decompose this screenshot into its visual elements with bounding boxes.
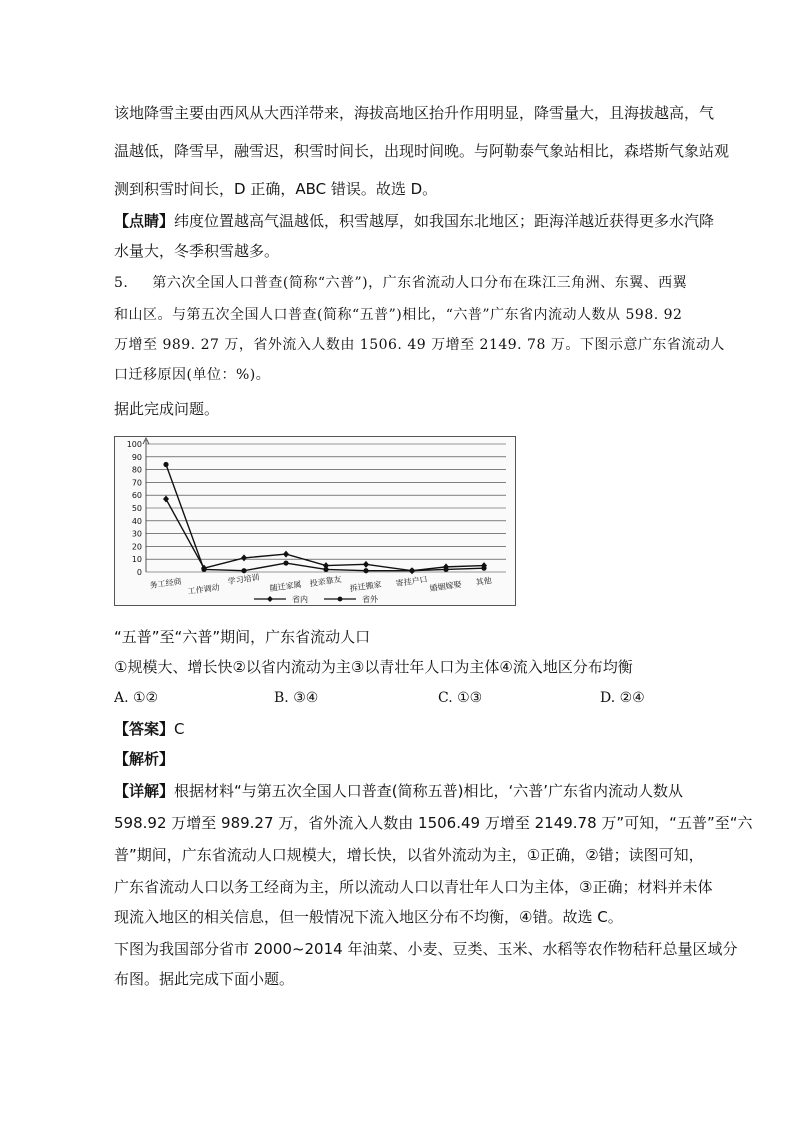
y-tick-label: 50 (131, 504, 142, 513)
x-category-label: 拆迁搬家 (349, 579, 383, 594)
legend-label-2: 省外 (362, 595, 378, 604)
question-5-line-2: 和山区。与第五次全国人口普查(简称“五普”)相比，“六普”广东省内流动人数从 598. 92 (114, 307, 683, 323)
paragraph-line-3: 测到积雪时间长，D 正确，ABC 错误。故选 D。 (114, 180, 438, 198)
question-5-line-4: 口迁移原因(单位：%)。 (114, 367, 271, 383)
detail-line-1 (114, 780, 683, 801)
data-point (241, 568, 246, 573)
paragraph-line-2: 温越低，降雪早，融雪迟，积雪时间长，出现时间晚。与阿勒泰气象站相比，森塔斯气象站观 (114, 142, 730, 160)
next-intro-line-2: 布图。据此完成下面小题。 (114, 970, 295, 988)
tip-line-1 (114, 210, 714, 231)
y-tick-label: 10 (131, 555, 142, 565)
x-category-label: 寄挂户口 (395, 574, 429, 589)
paragraph-line-1: 该地降雪主要由西风从大西洋带来，海拔高地区抬升作用明显，降雪量大，且海拔越高，气 (114, 104, 715, 122)
x-category-label: 学习培训 (227, 572, 261, 587)
y-tick-label: 40 (131, 516, 142, 526)
x-category-label: 投亲靠友 (309, 574, 343, 589)
y-tick-label: 90 (131, 452, 142, 462)
data-point (443, 567, 448, 572)
detail-line-5: 现流入地区的相关信息，但一般情况下流入地区分布不均衡，④错。故选 C。 (114, 908, 623, 926)
answer-label: 【答案】 (114, 720, 175, 738)
next-intro-line-1: 下图为我国部分省市 2000~2014 年油菜、小麦、豆类、玉米、水稻等农作物秸秆总量区域分 (114, 940, 738, 958)
legend-label-1: 省内 (292, 595, 308, 604)
option-d[interactable]: D. ②④ (600, 690, 645, 706)
data-point (283, 560, 288, 565)
option-c[interactable]: C. ①③ (438, 690, 483, 706)
data-point (481, 566, 486, 571)
question-5-line-1 (114, 272, 687, 292)
question-prompt: 据此完成问题。 (114, 400, 220, 418)
legend-marker-2 (338, 597, 343, 602)
data-point (323, 567, 328, 572)
data-point (363, 568, 368, 573)
detail-text: 根据材料“与第五次全国人口普查(简称五普)相比，‘六普’广东省内流动人数从 (174, 782, 684, 800)
data-point (163, 462, 168, 467)
y-tick-label: 20 (131, 542, 142, 552)
detail-line-3: 普”期间，广东省流动人口规模大，增长快，以省外流动为主，①正确，②错；读图可知， (114, 846, 704, 864)
y-tick-label: 100 (126, 440, 142, 449)
y-tick-label: 0 (136, 568, 142, 577)
question-statements: ①规模大、增长快②以省内流动为主③以青壮年人口为主体④流入地区分布均衡 (114, 658, 633, 676)
option-b[interactable]: B. ③④ (274, 690, 319, 706)
y-tick-label: 80 (131, 465, 142, 475)
question-text: 第六次全国人口普查(简称“六普”)，广东省流动人口分布在珠江三角洲、东翼、西翼 (152, 275, 688, 291)
answer-line (114, 718, 185, 739)
x-category-label: 其他 (475, 575, 493, 588)
option-a[interactable]: A. ①② (114, 690, 159, 706)
tip-label: 【点睛】 (114, 212, 175, 230)
answer-value: C (174, 720, 185, 738)
question-stem: “五普”至“六普”期间，广东省流动人口 (114, 628, 371, 646)
detail-line-4: 广东省流动人口以务工经商为主，所以流动人口以青壮年人口为主体，③正确；材料并未体 (114, 878, 713, 896)
x-category-label: 婚姻嫁娶 (429, 579, 463, 594)
x-category-label: 随迁家属 (269, 579, 303, 594)
tip-line-2: 水量大，冬季积雪越多。 (114, 242, 280, 260)
question-5-line-3: 万增至 989. 27 万，省外流入人数由 1506. 49 万增至 2149. 78 万。下图示意广东省流动人 (114, 337, 725, 353)
analysis-label: 【解析】 (114, 750, 175, 768)
detail-line-2: 598.92 万增至 989.27 万，省外流入人数由 1506.49 万增至 2149.78 万”可知，“五普”至“六 (114, 814, 753, 832)
data-point (201, 567, 206, 572)
y-tick-label: 60 (131, 491, 142, 501)
y-tick-label: 30 (131, 529, 142, 539)
detail-label: 【详解】 (114, 782, 175, 800)
data-point (409, 568, 414, 573)
x-category-label: 工作调动 (187, 582, 221, 597)
analysis-line (114, 748, 174, 769)
tip-text: 纬度位置越高气温越低，积雪越厚，如我国东北地区；距海洋越近获得更多水汽降 (174, 212, 715, 230)
x-category-label: 务工经商 (149, 576, 183, 591)
question-number: 5. (114, 275, 129, 291)
y-tick-label: 70 (131, 478, 142, 488)
migration-reasons-chart (114, 436, 516, 606)
